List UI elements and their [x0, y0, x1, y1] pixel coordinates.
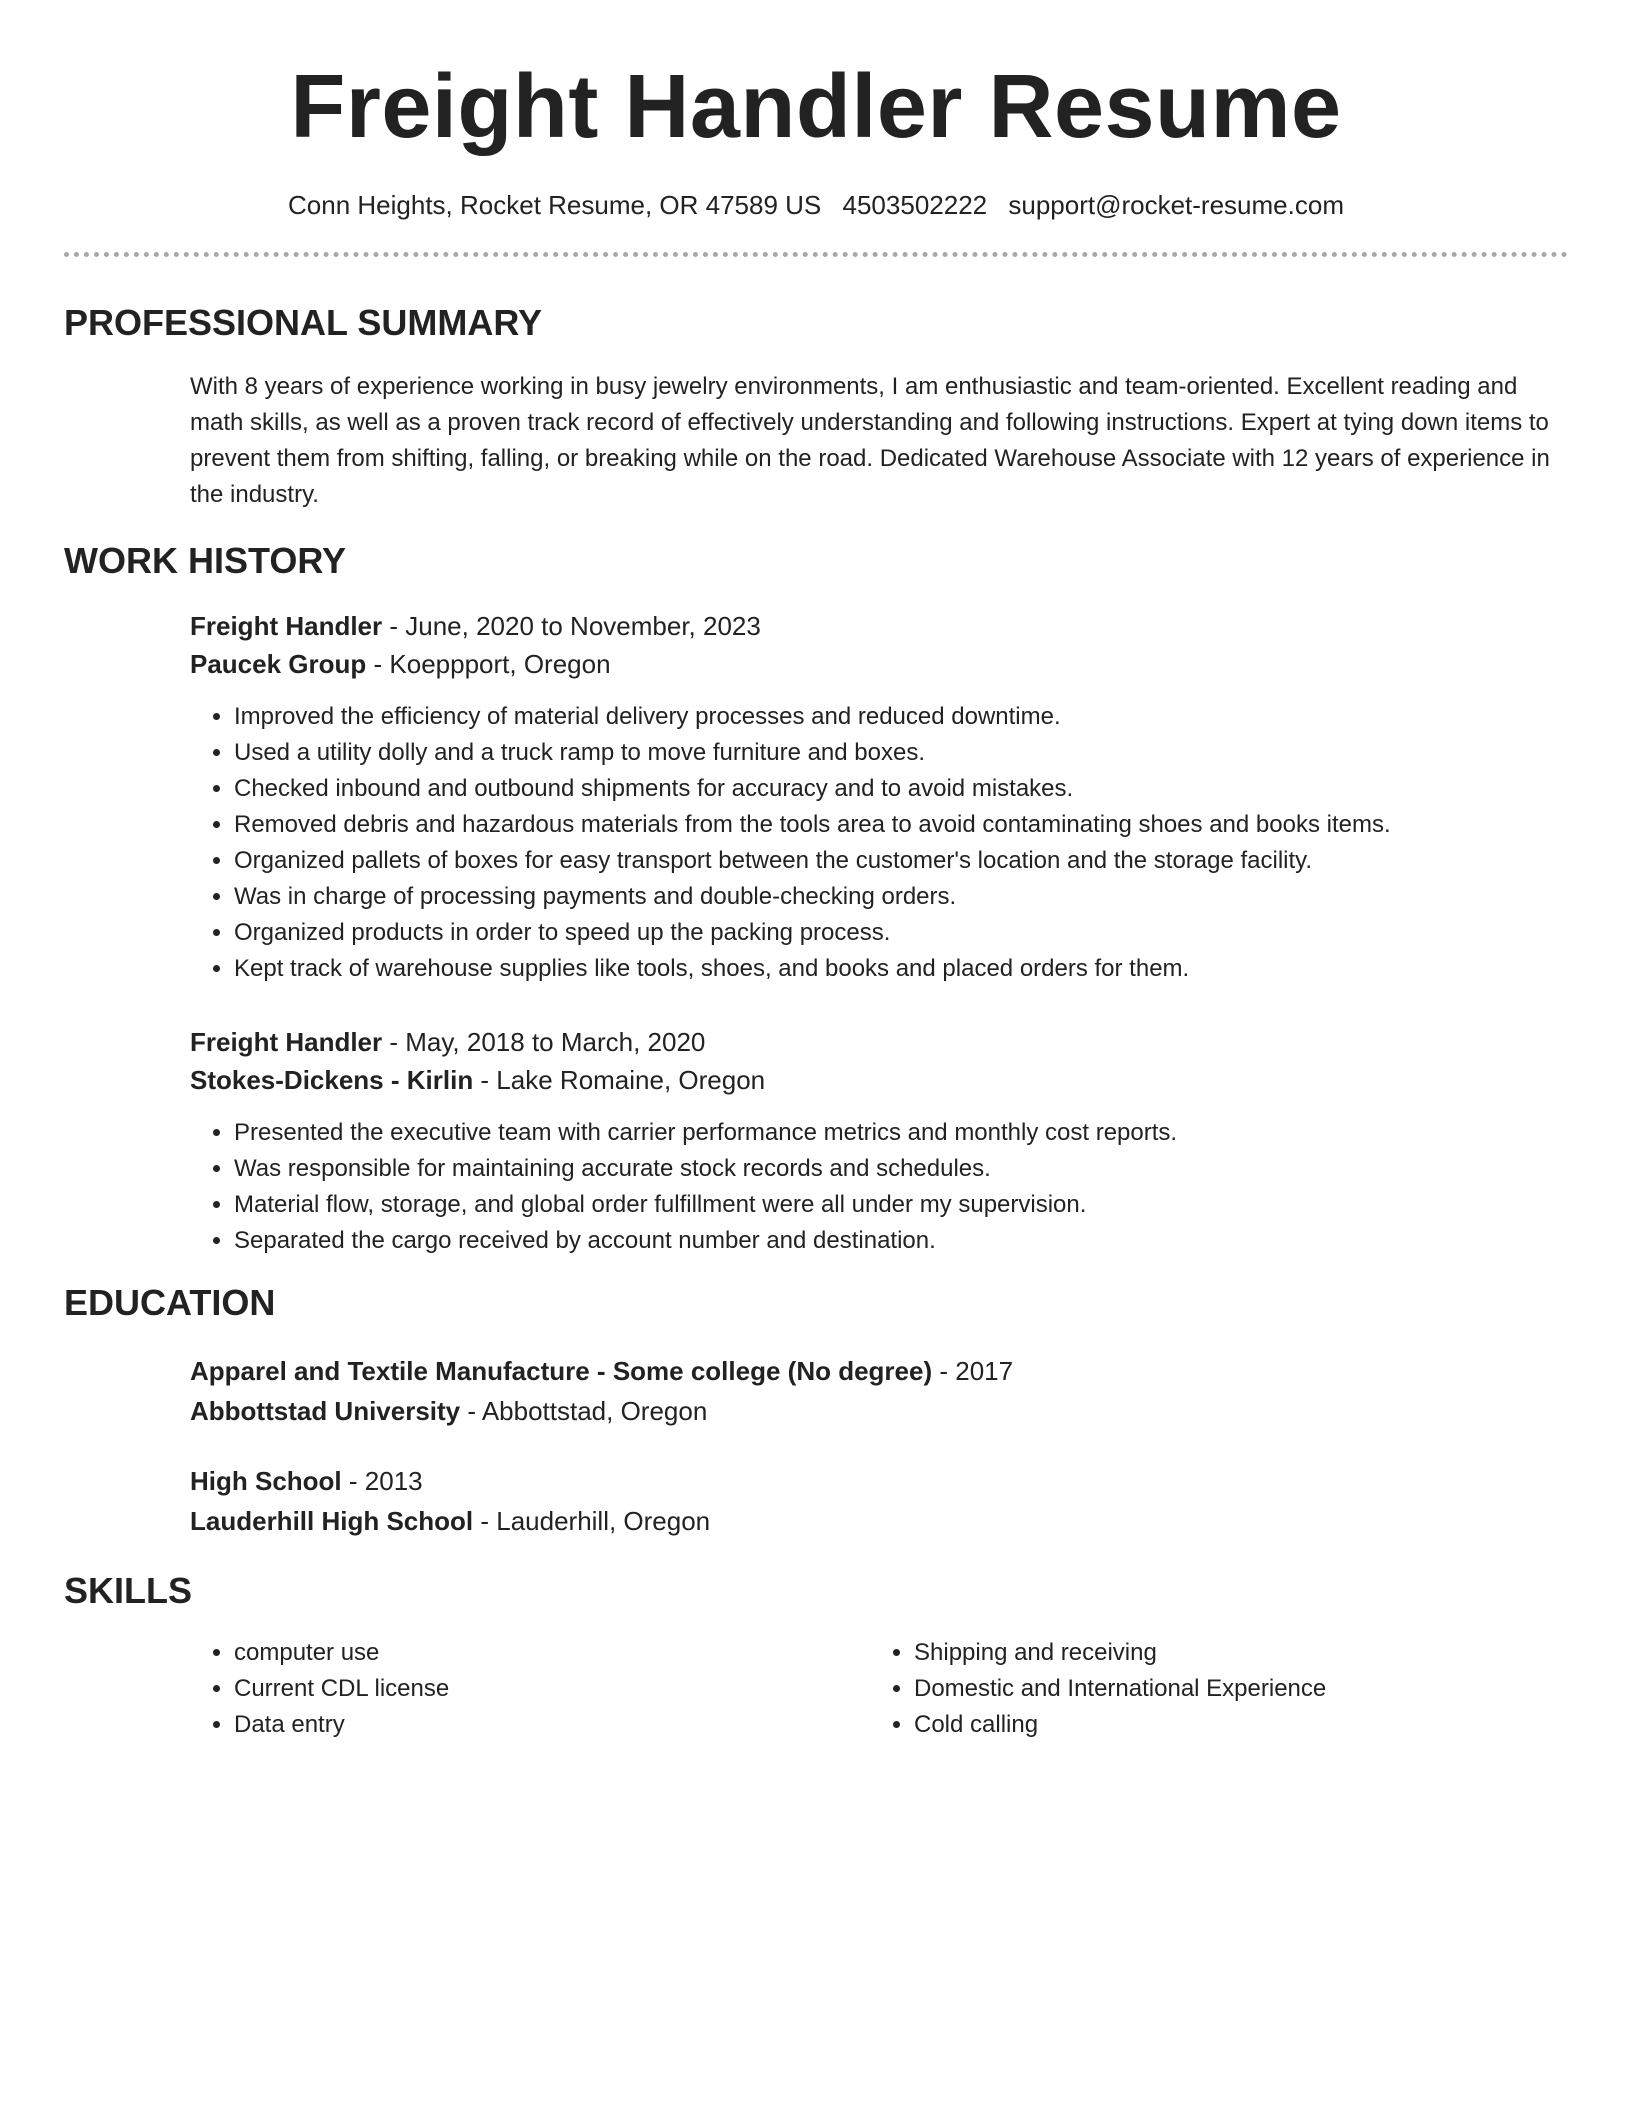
- skills-list-left: [190, 1635, 870, 1743]
- education-school-line: [190, 1391, 1568, 1431]
- job-role: Freight Handler: [190, 611, 383, 641]
- skill-item: • Data entry: [234, 1707, 870, 1743]
- skill-item: • Cold calling: [914, 1707, 1550, 1743]
- skills-heading: SKILLS: [64, 1570, 193, 1611]
- skill-item: • computer use: [234, 1635, 870, 1671]
- job-duty: • Improved the efficiency of material delivery processes and reduced downtime.: [234, 699, 1568, 735]
- education-school: Lauderhill High School: [190, 1506, 474, 1536]
- job-duties-list: [190, 699, 1568, 987]
- summary-heading: PROFESSIONAL SUMMARY: [64, 302, 543, 343]
- resume-title: Freight Handler Resume: [290, 57, 1342, 157]
- education-location: - Abbottstad, Oregon: [460, 1396, 708, 1426]
- skill-item: • Domestic and International Experience: [914, 1671, 1550, 1707]
- work-history-section: [64, 539, 1568, 1259]
- job-duty: • Checked inbound and outbound shipments for accuracy and to avoid mistakes.: [234, 771, 1568, 807]
- job-duty: • Was in charge of processing payments and double-checking orders.: [234, 879, 1568, 915]
- job-role: Freight Handler: [190, 1027, 383, 1057]
- job-duty: • Was responsible for maintaining accurate stock records and schedules.: [234, 1151, 1568, 1187]
- education-entry: [190, 1351, 1568, 1431]
- job-entry: [190, 607, 1568, 987]
- job-location: - Koeppport, Oregon: [366, 649, 611, 679]
- education-school-line: [190, 1501, 1568, 1541]
- education-entry: [190, 1461, 1568, 1541]
- job-company: Stokes-Dickens - Kirlin: [190, 1065, 474, 1095]
- job-location: - Lake Romaine, Oregon: [473, 1065, 766, 1095]
- summary-text: With 8 years of experience working in busy jewelry environments, I am enthusiastic and team-oriented. Excellent reading and math skills, as well as a proven track record of effectively understanding and following instructions. Expert at tying down items to prevent them from shifting, falling, or breaking while on the road. Dedicated Warehouse Associate with 12 years of experience in the industry.: [190, 373, 1550, 508]
- education-degree-line: [190, 1351, 1568, 1391]
- job-entry: [190, 1023, 1568, 1259]
- contact-email: support@rocket-resume.com: [1008, 190, 1344, 220]
- work-history-heading: WORK HISTORY: [64, 540, 347, 581]
- job-duty: • Organized pallets of boxes for easy transport between the customer's location and the storage facility.: [234, 843, 1568, 879]
- job-title-line: [190, 607, 1568, 645]
- job-duty: • Organized products in order to speed up the packing process.: [234, 915, 1568, 951]
- education-degree: Apparel and Textile Manufacture - Some college (No degree): [190, 1356, 933, 1386]
- skill-item: • Shipping and receiving: [914, 1635, 1550, 1671]
- job-title-line: [190, 1023, 1568, 1061]
- education-degree: High School: [190, 1466, 342, 1496]
- job-dates: - June, 2020 to November, 2023: [382, 611, 761, 641]
- education-year: - 2017: [932, 1356, 1014, 1386]
- job-company-line: [190, 1061, 1568, 1099]
- education-section: [64, 1281, 1568, 1541]
- skills-section: [64, 1569, 1568, 1743]
- job-dates: - May, 2018 to March, 2020: [382, 1027, 706, 1057]
- job-duty: • Separated the cargo received by account number and destination.: [234, 1223, 1568, 1259]
- contact-line: [64, 188, 1568, 222]
- education-degree-line: [190, 1461, 1568, 1501]
- education-year: - 2013: [341, 1466, 423, 1496]
- job-duty: • Used a utility dolly and a truck ramp to move furniture and boxes.: [234, 735, 1568, 771]
- job-duty: • Presented the executive team with carrier performance metrics and monthly cost reports.: [234, 1115, 1568, 1151]
- job-duty: • Material flow, storage, and global order fulfillment were all under my supervision.: [234, 1187, 1568, 1223]
- job-duty: • Kept track of warehouse supplies like tools, shoes, and books and placed orders for them.: [234, 951, 1568, 987]
- skills-columns: [190, 1635, 1568, 1743]
- contact-phone: 4503502222: [842, 190, 988, 220]
- skills-list-right: [870, 1635, 1550, 1743]
- summary-section: [64, 301, 1568, 513]
- education-location: - Lauderhill, Oregon: [473, 1506, 711, 1536]
- job-company-line: [190, 645, 1568, 683]
- job-duties-list: [190, 1115, 1568, 1259]
- header-divider: [64, 252, 1568, 257]
- skill-item: • Current CDL license: [234, 1671, 870, 1707]
- job-company: Paucek Group: [190, 649, 367, 679]
- education-heading: EDUCATION: [64, 1282, 276, 1323]
- job-duty: • Removed debris and hazardous materials from the tools area to avoid contaminating shoes and books items.: [234, 807, 1568, 843]
- contact-address: Conn Heights, Rocket Resume, OR 47589 US: [288, 190, 822, 220]
- education-school: Abbottstad University: [190, 1396, 461, 1426]
